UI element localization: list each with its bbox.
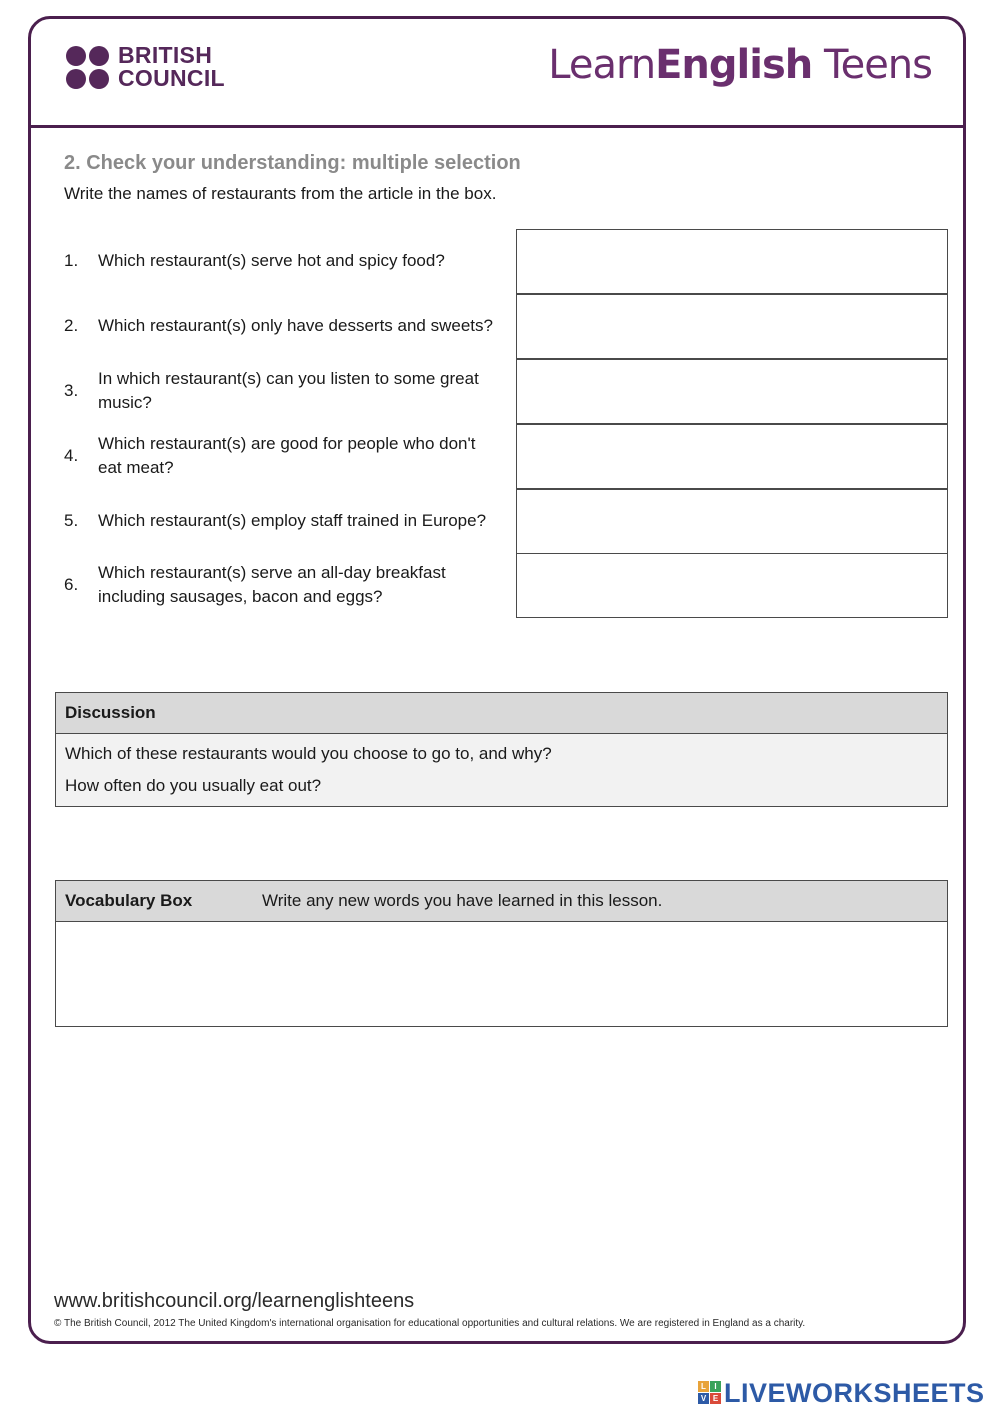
discussion-title: Discussion [56,693,947,734]
question-text: Which restaurant(s) are good for people who don't eat meat? [98,434,476,477]
question-text: In which restaurant(s) can you listen to some great music? [98,369,479,412]
answer-box-6[interactable] [516,553,948,618]
question-row [64,424,494,488]
question-row [64,294,494,358]
vocabulary-header [56,881,947,922]
question-number: 1. [64,251,79,270]
badge-letter: E [710,1393,721,1404]
badge-letter: L [698,1381,709,1392]
logo-english: English [655,42,813,88]
question-row [64,229,494,293]
footer-copyright: © The British Council, 2012 The United Kingdom's international organisation for educational opportunities and cultural relations. We are registered in England as a charity. [54,1318,806,1329]
badge-letter: V [698,1393,709,1404]
question-number: 5. [64,511,79,530]
header-divider [28,125,966,128]
question-text: Which restaurant(s) serve hot and spicy food? [98,251,445,270]
answer-box-4[interactable] [516,424,948,489]
question-number: 2. [64,316,79,335]
logo-teens: Teens [812,42,932,88]
vocabulary-input[interactable] [56,922,947,1026]
question-number: 6. [64,575,79,594]
logo-learn: Learn [548,42,656,88]
question-number: 3. [64,381,79,400]
question-text: Which restaurant(s) only have desserts and sweets? [98,316,493,335]
instruction-text: Write the names of restaurants from the article in the box. [64,184,497,203]
question-row [64,553,494,617]
british-council-dots-icon [66,46,112,92]
liveworksheets-wordmark: LIVEWORKSHEETS [724,1378,985,1408]
discussion-box [55,692,948,807]
vocabulary-instruction: Write any new words you have learned in this lesson. [262,891,663,910]
badge-letter: I [710,1381,721,1392]
bc-line1: BRITISH [118,42,213,68]
answer-box-5[interactable] [516,489,948,554]
british-council-wordmark [118,44,278,90]
question-text: Which restaurant(s) serve an all-day breakfast including sausages, bacon and eggs? [98,563,446,606]
answer-box-2[interactable] [516,294,948,359]
liveworksheets-badge-icon [698,1381,722,1405]
learnenglish-teens-logo [548,42,932,88]
discussion-question: Which of these restaurants would you choose to go to, and why? [65,744,552,763]
section-title: 2. Check your understanding: multiple selection [64,152,521,174]
discussion-question: How often do you usually eat out? [65,776,322,795]
vocabulary-title: Vocabulary Box [65,891,193,910]
question-number: 4. [64,446,79,465]
answer-box-3[interactable] [516,359,948,424]
question-row [64,489,494,553]
answer-box-1[interactable] [516,229,948,294]
vocabulary-box [55,880,948,1027]
footer-url: www.britishcouncil.org/learnenglishteens [54,1290,415,1312]
question-text: Which restaurant(s) employ staff trained in Europe? [98,511,487,530]
bc-line2: COUNCIL [118,65,225,91]
page-frame [28,16,966,1344]
question-row [64,359,494,423]
